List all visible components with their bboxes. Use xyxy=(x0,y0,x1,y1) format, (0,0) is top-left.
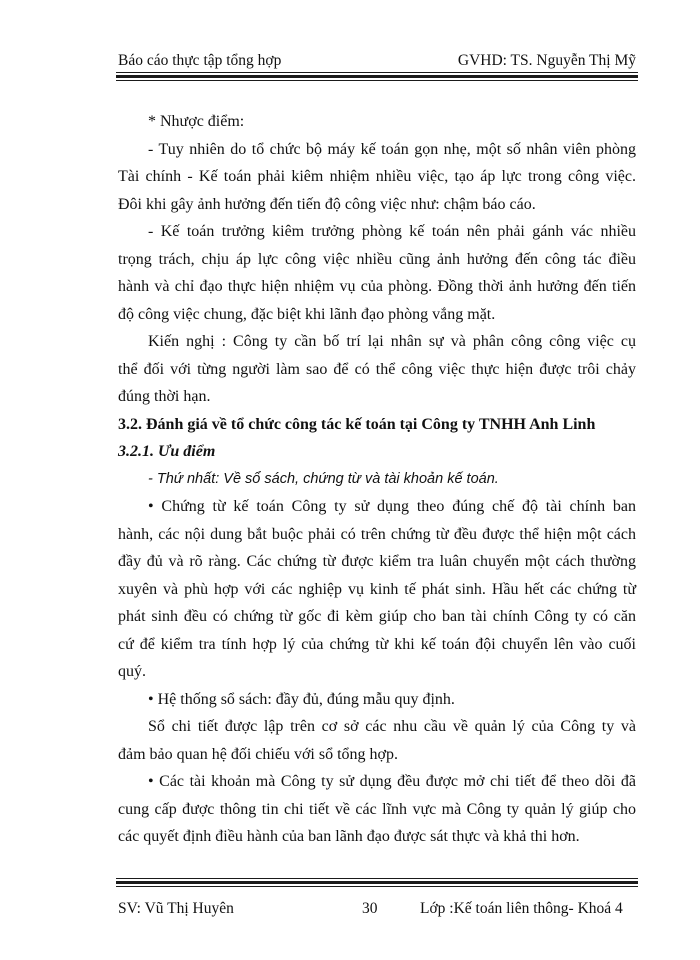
footer-rule-top xyxy=(116,878,638,879)
text-line: thể đối với từng người làm sao để có thể công việc thực hiện được trôi chảy xyxy=(118,360,636,378)
header-rule-bottom xyxy=(116,80,638,81)
footer-rule-thick xyxy=(116,881,638,884)
weakness-label: * Nhược điểm: xyxy=(148,113,245,130)
text-line: - Kế toán trưởng kiêm trưởng phòng kế toán nên phải gánh vác nhiều xyxy=(148,223,636,240)
subsection-heading: 3.2.1. Ưu điểm xyxy=(118,443,216,460)
text-line: trọng trách, chịu áp lực công việc nhiều cũng ảnh hưởng đến công tác điều xyxy=(118,250,636,268)
italic-point-heading: - Thứ nhất: Về sổ sách, chứng từ và tài khoản kế toán. xyxy=(148,470,499,487)
text-line: hành, các nội dung bắt buộc phải có trên chứng từ đều được thể hiện một cách xyxy=(118,525,636,543)
text-line: đảm bảo quan hệ đối chiếu với sổ tổng hợp. xyxy=(118,745,398,763)
text-line: đầy đủ và rõ ràng. Các chứng từ được kiểm tra luân chuyển một cách thường xyxy=(118,553,636,570)
section-heading: 3.2. Đánh giá về tổ chức công tác kế toán tại Công ty TNHH Anh Linh xyxy=(118,415,596,433)
text-line: quý. xyxy=(118,663,146,680)
paragraph-detail-books xyxy=(118,713,636,768)
header-supervisor: GVHD: TS. Nguyễn Thị Mỹ xyxy=(457,52,636,69)
text-line: xuyên và phù hợp với các nghiệp vụ kinh tế phát sinh. Hầu hết các chứng từ xyxy=(118,580,636,598)
page-body xyxy=(118,108,636,851)
text-line: đúng thời hạn. xyxy=(118,388,211,405)
text-line: cung cấp được thông tin chi tiết về các lĩnh vực mà Công ty quản lý giúp cho xyxy=(118,800,636,818)
paragraph-recommendation xyxy=(118,328,636,411)
text-line: hành và chỉ đạo thực hiện nhiệm vụ của phòng. Đồng thời ảnh hưởng đến tiến xyxy=(118,278,636,295)
text-line: các quyết định điều hành của ban lãnh đạo được sát thực và khả thi hơn. xyxy=(118,828,580,845)
text-line: Sổ chi tiết được lập trên cơ sở các nhu cầu về quản lý của Công ty và xyxy=(148,718,636,735)
text-line: Đôi khi gây ảnh hưởng đến tiến độ công việc như: chậm báo cáo. xyxy=(118,195,536,213)
footer-student-name: SV: Vũ Thị Huyên xyxy=(118,900,234,917)
text-line: - Tuy nhiên do tổ chức bộ máy kế toán gọn nhẹ, một số nhân viên phòng xyxy=(148,140,636,158)
page-header xyxy=(118,40,636,70)
header-rule-top xyxy=(116,72,638,73)
header-rule-thick xyxy=(116,75,638,78)
header-report-title: Báo cáo thực tập tổng hợp xyxy=(118,52,282,69)
paragraph-weakness-2 xyxy=(118,218,636,328)
text-line: Tài chính - Kế toán phải kiêm nhiệm nhiều việc, tạo áp lực trong công việc. xyxy=(118,168,636,185)
paragraph-weakness-1 xyxy=(118,136,636,219)
text-line: Kiến nghị : Công ty cần bố trí lại nhân sự và phân công công việc cụ xyxy=(148,333,636,350)
text-line: phát sinh đều có chứng từ gốc đi kèm giúp cho ban tài chính Công ty có căn xyxy=(118,608,636,625)
text-line: độ công việc chung, đặc biệt khi lãnh đạo phòng vắng mặt. xyxy=(118,305,496,323)
paragraph-vouchers xyxy=(118,493,636,686)
text-line: • Chứng từ kế toán Công ty sử dụng theo đúng chế độ tài chính ban xyxy=(148,498,636,515)
footer-class: Lớp :Kế toán liên thông- Khoá 4 xyxy=(420,900,623,917)
footer-rule-bottom xyxy=(116,886,638,887)
page-number: 30 xyxy=(362,900,378,917)
paragraph-accounts xyxy=(118,768,636,851)
paragraph-books: • Hệ thống sổ sách: đầy đủ, đúng mẫu quy định. xyxy=(148,690,455,708)
text-line: cứ để kiểm tra tính hợp lý của chứng từ khi kế toán đội chuyển lên vào cuối xyxy=(118,635,636,653)
text-line: • Các tài khoản mà Công ty sử dụng đều được mở chi tiết để theo dõi đã xyxy=(148,773,636,790)
